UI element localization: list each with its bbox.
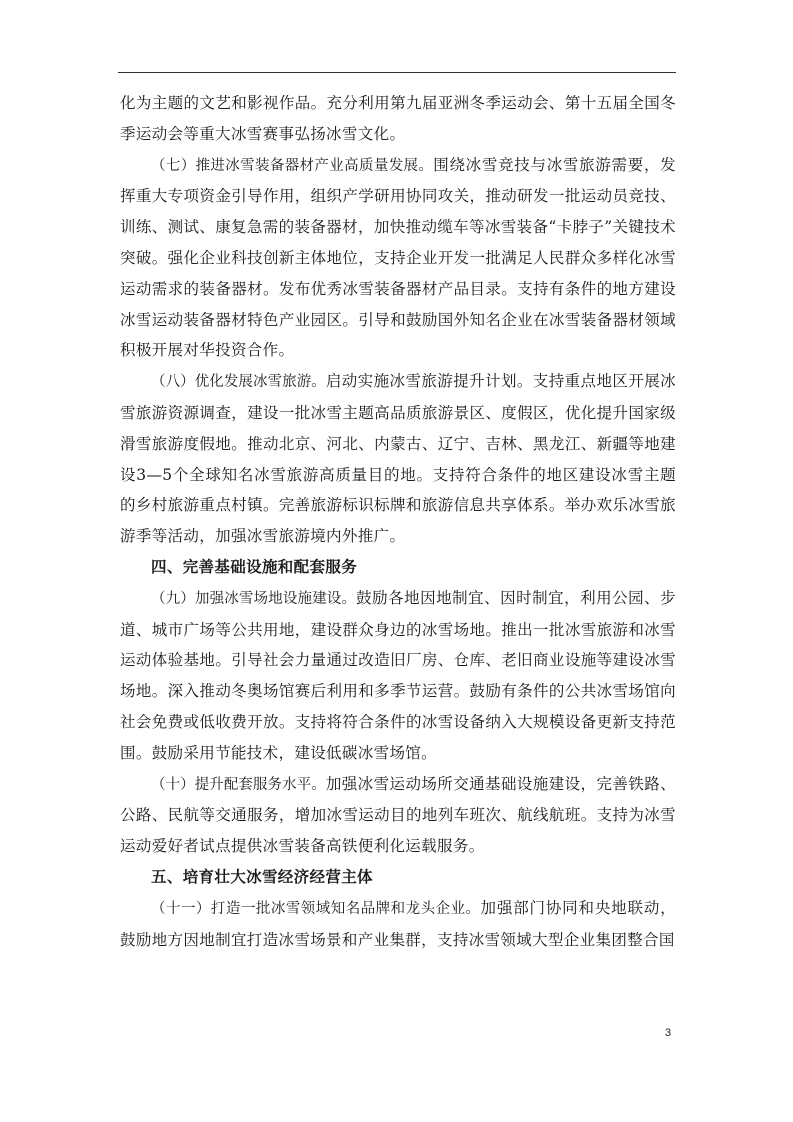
paragraph-text: 加强冰雪运动场所交通基础设施建设，完善铁路、公路、民航等交通服务，增加冰雪运动目的地列车班次、航线航班。支持为冰雪运动爱好者试点提供冰雪装备高铁便利化运载服务。 bbox=[120, 774, 677, 856]
paragraph-text: 加强部门协同和央地联动，鼓励地方因地制宜打造冰雪场景和产业集群，支持冰雪领域大型企业集团整合国 bbox=[120, 898, 676, 949]
item-heading: （七）推进冰雪装备器材产业高质量发展。 bbox=[151, 157, 434, 174]
paragraph-text: 围绕冰雪竞技与冰雪旅游需要，发挥重大专项资金引导作用，组织产学研用协同攻关，推动研发一批运动员竞技、训练、测试、康复急需的装备器材，加快推动缆车等冰雪装备“卡脖子”关键技术突破。强化企业科技创新主体地位，支持企业开发一批满足人民群众多样化冰雪运动需求的装备器材。发布优秀冰雪装备器材产品目录。支持有条件的地方建设冰雪运动装备器材特色产业园区。引导和鼓励国外知名企业在冰雪装备器材领域积极开展对华投资合作。 bbox=[120, 155, 676, 360]
paragraph-text: 化为主题的文艺和影视作品。充分利用第九届亚洲冬季运动会、第十五届全国冬季运动会等重大冰雪赛事弘扬冰雪文化。 bbox=[120, 94, 676, 143]
paragraph-text: 鼓励各地因地制宜、因时制宜，利用公园、步道、城市广场等公共用地，建设群众身边的冰雪场地。推出一批冰雪旅游和冰雪运动体验基地。引导社会力量通过改造旧厂房、仓库、老旧商业设施等建设冰雪场地。深入推动冬奥场馆赛后利用和多季节运营。鼓励有条件的公共冰雪场馆向社会免费或低收费开放。支持将符合条件的冰雪设备纳入大规模设备更新支持范围。鼓励采用节能技术，建设低碳冰雪场馆。 bbox=[120, 588, 676, 762]
item-heading: （十一）打造一批冰雪领域知名品牌和龙头企业。 bbox=[151, 900, 481, 917]
paragraph-item-7 bbox=[120, 150, 676, 367]
header-rule bbox=[118, 72, 676, 73]
paragraph-item-9 bbox=[120, 583, 676, 769]
paragraph-item-10 bbox=[120, 769, 676, 862]
section-heading-4: 四、完善基础设施和配套服务 bbox=[151, 557, 358, 576]
paragraph-continuation bbox=[120, 88, 676, 150]
item-heading: （八）优化发展冰雪旅游。 bbox=[151, 374, 326, 391]
item-heading: （九）加强冰雪场地设施建设。 bbox=[151, 590, 357, 607]
paragraph-text: 启动实施冰雪旅游提升计划。支持重点地区开展冰雪旅游资源调查，建设一批冰雪主题高品质旅游景区、度假区，优化提升国家级滑雪旅游度假地。推动北京、河北、内蒙古、辽宁、吉林、黑龙江、新疆等地建设3—5个全球知名冰雪旅游高质量目的地。支持符合条件的地区建设冰雪主题的乡村旅游重点村镇。完善旅游标识标牌和旅游信息共享体系。举办欢乐冰雪旅游季等活动，加强冰雪旅游境内外推广。 bbox=[120, 372, 677, 546]
paragraph-item-8 bbox=[120, 366, 676, 552]
section-heading-5: 五、培育壮大冰雪经济经营主体 bbox=[151, 867, 373, 886]
item-heading: （十）提升配套服务水平。 bbox=[151, 776, 326, 793]
page-number: 3 bbox=[665, 1027, 672, 1039]
paragraph-item-11 bbox=[120, 893, 676, 956]
document-body bbox=[120, 88, 676, 955]
